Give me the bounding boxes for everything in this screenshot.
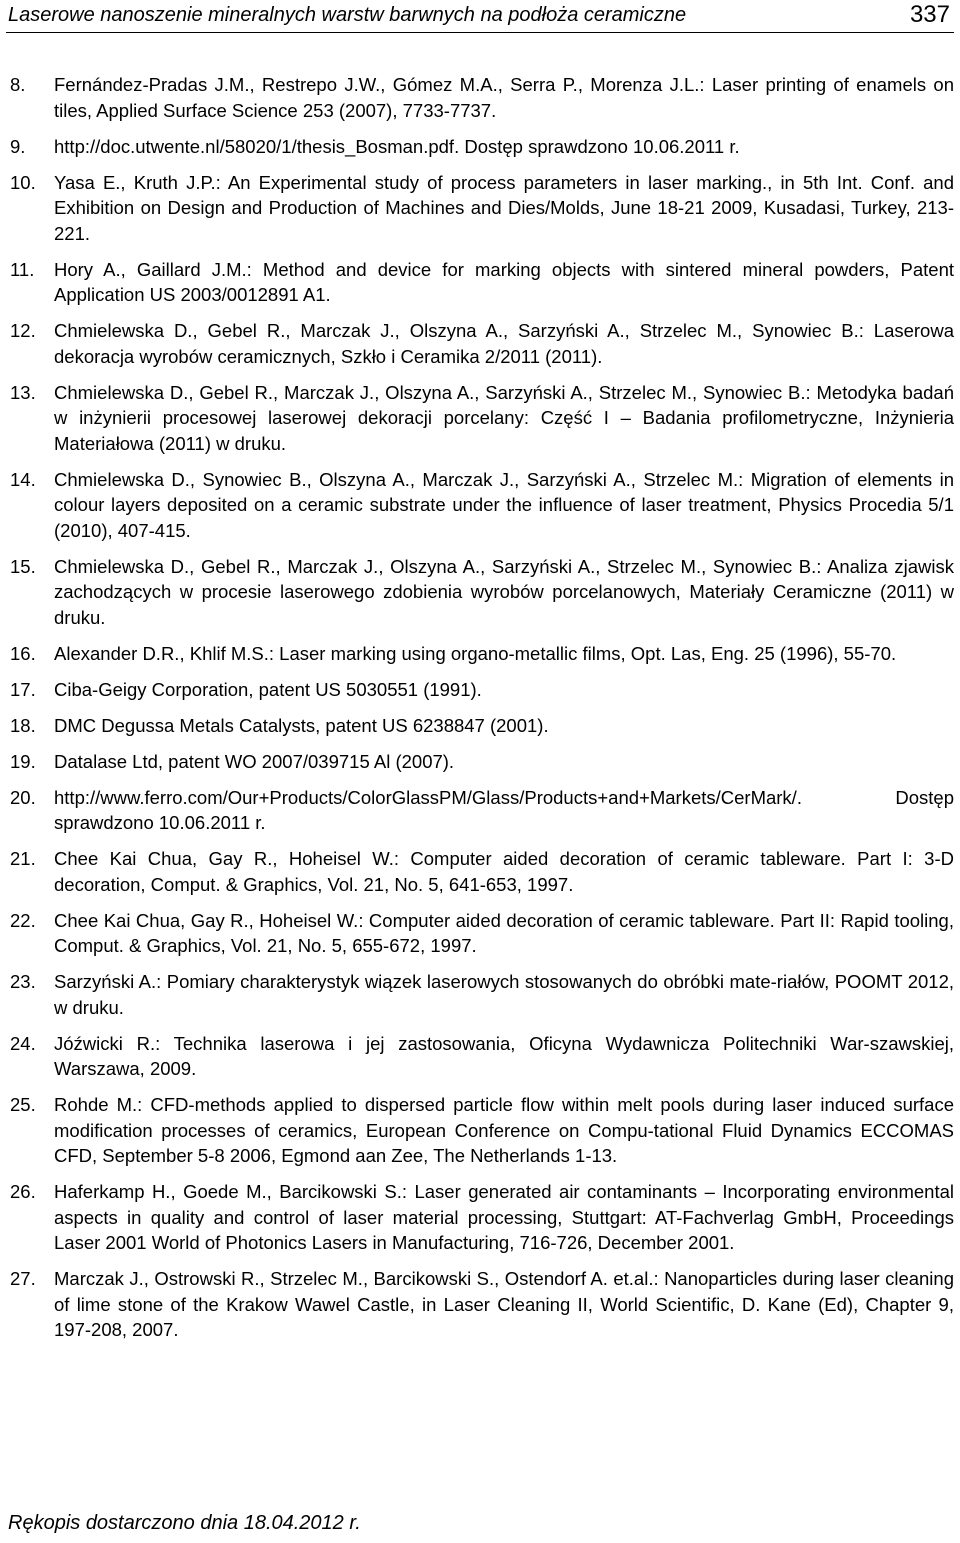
reference-item <box>10 641 954 667</box>
reference-item <box>10 677 954 703</box>
reference-text: Chmielewska D., Gebel R., Marczak J., Olszyna A., Sarzyński A., Strzelec M., Synowiec B.: Laserowa dekoracja wyrobów ceramicznych, Szkło i Ceramika 2/2011 (2011). <box>54 320 954 367</box>
header-divider <box>6 32 954 33</box>
reference-text: Rohde M.: CFD-methods applied to dispersed particle flow within melt pools during laser induced surface modification processes of ceramics, European Conference on Compu-tational Fluid Dynamics ECCOMAS CFD, September 5-8 2006, Egmond aan Zee, The Netherlands 1-13. <box>54 1094 954 1166</box>
reference-number: 23. <box>10 971 36 992</box>
reference-text: Datalase Ltd, patent WO 2007/039715 Al (2007). <box>54 750 455 772</box>
manuscript-received-note: Rękopis dostarczono dnia 18.04.2012 r. <box>8 1512 361 1534</box>
reference-number: 24. <box>10 1032 36 1054</box>
reference-item <box>10 785 954 836</box>
reference-item <box>10 846 954 897</box>
reference-number: 13. <box>10 381 36 403</box>
reference-item <box>10 713 954 739</box>
reference-item <box>10 969 954 1020</box>
reference-text: DMC Degussa Metals Catalysts, patent US 6238847 (2001). <box>54 714 549 736</box>
reference-text: Fernández-Pradas J.M., Restrepo J.W., Gómez M.A., Serra P., Morenza J.L.: Laser printing of enamels on tiles, Applied Surface Science 253 (2007), 7733-7737. <box>54 74 954 121</box>
reference-number: 8. <box>10 74 26 95</box>
reference-text: Marczak J., Ostrowski R., Strzelec M., Barcikowski S., Ostendorf A. et.al.: Nanoparticles during laser cleaning of lime stone of the Krakow Wawel Castle, in Laser Cleaning II, World Scientific, D. Kane (Ed), Chapter 9, 197-208, 2007. <box>54 1268 954 1340</box>
reference-item <box>10 1266 954 1343</box>
reference-item <box>10 1092 954 1169</box>
reference-number: 26. <box>10 1181 36 1202</box>
reference-text: Chee Kai Chua, Gay R., Hoheisel W.: Computer aided decoration of ceramic tableware. Part II: Rapid tooling, Comput. & Graphics, Vol. 21, No. 5, 655-672, 1997. <box>54 909 954 956</box>
reference-text: Ciba-Geigy Corporation, patent US 5030551 (1991). <box>54 678 482 700</box>
reference-number: 15. <box>10 555 36 577</box>
page-header <box>6 0 954 30</box>
reference-text: Alexander D.R., Khlif M.S.: Laser marking using organo-metallic films, Opt. Las, Eng. 25 (1996), 55-70. <box>54 642 897 664</box>
reference-text: Chmielewska D., Synowiec B., Olszyna A., Marczak J., Sarzyński A., Strzelec M.: Migration of elements in colour layers deposited on a ceramic substrate under the influence of laser treatment, Physics Procedia 5/1 (2010), 407-415. <box>54 468 954 541</box>
reference-number: 20. <box>10 786 36 808</box>
reference-item <box>10 257 954 308</box>
reference-item <box>10 318 954 369</box>
reference-text: Haferkamp H., Goede M., Barcikowski S.: Laser generated air contaminants – Incorporating environmental aspects in quality and control of laser material processing, Stuttgart: AT-Fachverlag GmbH, Proceedings Laser 2001 World of Photonics Lasers in Manufacturing, 716-726, December 2001. <box>54 1181 954 1253</box>
reference-number: 25. <box>10 1094 36 1115</box>
reference-text: http://www.ferro.com/Our+Products/ColorGlassPM/Glass/Products+and+Markets/CerMark/. Dostęp sprawdzono 10.06.2011 r. <box>54 786 954 833</box>
reference-number: 19. <box>10 750 36 772</box>
reference-text: Sarzyński A.: Pomiary charakterystyk wiązek laserowych stosowanych do obróbki mate-riałów, POOMT 2012, w druku. <box>54 971 954 1018</box>
reference-text: Hory A., Gaillard J.M.: Method and device for marking objects with sintered mineral powders, Patent Application US 2003/0012891 A1. <box>54 258 954 305</box>
reference-number: 10. <box>10 171 36 193</box>
page-number: 337 <box>909 1 950 28</box>
reference-item <box>10 72 954 123</box>
reference-item <box>10 467 954 544</box>
reference-item <box>10 554 954 631</box>
reference-text: Chee Kai Chua, Gay R., Hoheisel W.: Computer aided decoration of ceramic tableware. Part I: 3-D decoration, Comput. & Graphics, Vol. 21, No. 5, 641-653, 1997. <box>54 848 954 895</box>
reference-number: 16. <box>10 642 36 664</box>
reference-number: 22. <box>10 909 36 931</box>
reference-number: 12. <box>10 320 36 341</box>
reference-text: Jóźwicki R.: Technika laserowa i jej zastosowania, Oficyna Wydawnicza Politechniki War-szawskiej, Warszawa, 2009. <box>54 1032 954 1079</box>
reference-number: 11. <box>10 258 35 280</box>
reference-item <box>10 749 954 775</box>
reference-text: Yasa E., Kruth J.P.: An Experimental study of process parameters in laser marking., in 5th Int. Conf. and Exhibition on Design and Production of Machines and Dies/Molds, June 18-21 2009, Kusadasi, Turkey, 213-221. <box>54 171 954 244</box>
reference-text: Chmielewska D., Gebel R., Marczak J., Olszyna A., Sarzyński A., Strzelec M., Synowiec B.: Metodyka badań w inżynierii procesowej laserowej dekoracji porcelany: Część I – Badania profilometryczne, Inżynieria Materiałowa (2011) w druku. <box>54 381 954 454</box>
reference-text: Chmielewska D., Gebel R., Marczak J., Olszyna A., Sarzyński A., Strzelec M., Synowiec B.: Analiza zjawisk zachodzących w procesie laserowego zdobienia wyrobów porcelanowych, Materiały Ceramiczne (2011) w druku. <box>54 555 954 628</box>
reference-text: http://doc.utwente.nl/58020/1/thesis_Bosman.pdf. Dostęp sprawdzono 10.06.2011 r. <box>54 135 740 157</box>
reference-number: 21. <box>10 848 36 869</box>
reference-item <box>10 134 954 160</box>
reference-item <box>10 908 954 959</box>
reference-number: 18. <box>10 714 36 736</box>
reference-number: 17. <box>10 678 36 700</box>
reference-item <box>10 170 954 247</box>
reference-number: 27. <box>10 1268 36 1289</box>
running-title: Laserowe nanoszenie mineralnych warstw barwnych na podłoża ceramiczne <box>8 4 687 26</box>
reference-item <box>10 1179 954 1256</box>
reference-item <box>10 1031 954 1082</box>
reference-item <box>10 380 954 457</box>
reference-number: 9. <box>10 135 26 157</box>
reference-number: 14. <box>10 468 36 490</box>
reference-list <box>10 72 954 1353</box>
